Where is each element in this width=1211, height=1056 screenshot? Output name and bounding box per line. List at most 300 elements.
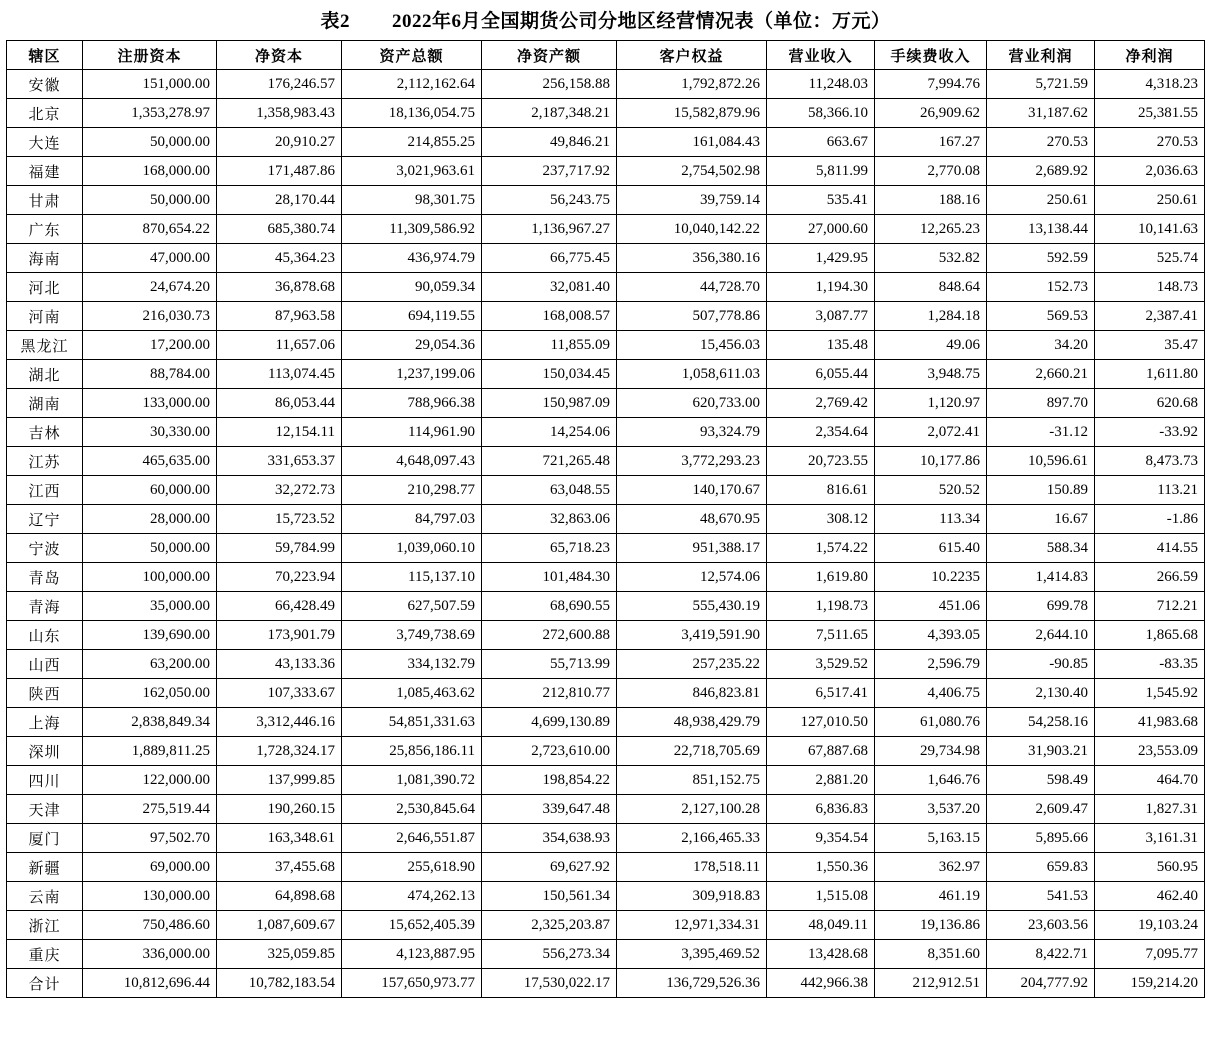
cell-region: 福建 [7, 157, 83, 186]
cell-value: 250.61 [1095, 186, 1205, 215]
table-row [7, 650, 1205, 679]
table-total-row [7, 969, 1205, 998]
cell-value: 897.70 [987, 389, 1095, 418]
cell-value: 58,366.10 [767, 99, 875, 128]
cell-value: -1.86 [1095, 505, 1205, 534]
cell-value: 48,670.95 [617, 505, 767, 534]
cell-value: 97,502.70 [83, 824, 217, 853]
column-header-registered-capital: 注册资本 [83, 41, 217, 70]
cell-value: 168,008.57 [482, 302, 617, 331]
cell-value: 67,887.68 [767, 737, 875, 766]
cell-value: 25,381.55 [1095, 99, 1205, 128]
cell-value: 6,055.44 [767, 360, 875, 389]
cell-value: 15,723.52 [217, 505, 342, 534]
cell-value: 555,430.19 [617, 592, 767, 621]
table-row [7, 679, 1205, 708]
cell-value: 3,395,469.52 [617, 940, 767, 969]
cell-value: 451.06 [875, 592, 987, 621]
cell-value: 15,582,879.96 [617, 99, 767, 128]
cell-value: -90.85 [987, 650, 1095, 679]
cell-value: 64,898.68 [217, 882, 342, 911]
cell-value: 10.2235 [875, 563, 987, 592]
cell-value: 15,456.03 [617, 331, 767, 360]
cell-value: 115,137.10 [342, 563, 482, 592]
cell-value: 8,473.73 [1095, 447, 1205, 476]
cell-value: 266.59 [1095, 563, 1205, 592]
cell-value: 87,963.58 [217, 302, 342, 331]
cell-value: 34.20 [987, 331, 1095, 360]
cell-region: 青海 [7, 592, 83, 621]
cell-value: 70,223.94 [217, 563, 342, 592]
cell-region: 吉林 [7, 418, 83, 447]
cell-region: 浙江 [7, 911, 83, 940]
cell-value: 198,854.22 [482, 766, 617, 795]
cell-value: 2,689.92 [987, 157, 1095, 186]
cell-value: 7,511.65 [767, 621, 875, 650]
table-row [7, 911, 1205, 940]
cell-region: 北京 [7, 99, 83, 128]
cell-value: 851,152.75 [617, 766, 767, 795]
cell-value: 699.78 [987, 592, 1095, 621]
cell-value: 122,000.00 [83, 766, 217, 795]
cell-value: 2,127,100.28 [617, 795, 767, 824]
cell-value: 256,158.88 [482, 70, 617, 99]
cell-value: 788,966.38 [342, 389, 482, 418]
cell-value: 620.68 [1095, 389, 1205, 418]
cell-value: 414.55 [1095, 534, 1205, 563]
table-row [7, 882, 1205, 911]
cell-value: 86,053.44 [217, 389, 342, 418]
cell-value: 615.40 [875, 534, 987, 563]
cell-value: 556,273.34 [482, 940, 617, 969]
cell-value: 12,574.06 [617, 563, 767, 592]
cell-value: 474,262.13 [342, 882, 482, 911]
cell-value: 3,529.52 [767, 650, 875, 679]
cell-value: 98,301.75 [342, 186, 482, 215]
cell-value: 90,059.34 [342, 273, 482, 302]
cell-value: 50,000.00 [83, 534, 217, 563]
cell-value: 162,050.00 [83, 679, 217, 708]
cell-value: 6,836.83 [767, 795, 875, 824]
cell-value: 275,519.44 [83, 795, 217, 824]
cell-region: 湖北 [7, 360, 83, 389]
table-row [7, 157, 1205, 186]
cell-value: 50,000.00 [83, 128, 217, 157]
cell-value: 663.67 [767, 128, 875, 157]
cell-value: 750,486.60 [83, 911, 217, 940]
cell-value: 214,855.25 [342, 128, 482, 157]
cell-value: 27,000.60 [767, 215, 875, 244]
cell-value: 870,654.22 [83, 215, 217, 244]
table-row [7, 476, 1205, 505]
cell-value: 161,084.43 [617, 128, 767, 157]
table-row [7, 708, 1205, 737]
cell-value: 525.74 [1095, 244, 1205, 273]
cell-value: 270.53 [987, 128, 1095, 157]
cell-value: 2,770.08 [875, 157, 987, 186]
cell-value: 37,455.68 [217, 853, 342, 882]
cell-value: 12,971,334.31 [617, 911, 767, 940]
cell-value: 69,627.92 [482, 853, 617, 882]
cell-value: 532.82 [875, 244, 987, 273]
cell-region: 重庆 [7, 940, 83, 969]
cell-value: 13,138.44 [987, 215, 1095, 244]
cell-value: 150,987.09 [482, 389, 617, 418]
cell-value: 28,000.00 [83, 505, 217, 534]
cell-value: 2,130.40 [987, 679, 1095, 708]
cell-region: 四川 [7, 766, 83, 795]
cell-value: 6,517.41 [767, 679, 875, 708]
cell-value: 237,717.92 [482, 157, 617, 186]
cell-value: 24,674.20 [83, 273, 217, 302]
cell-value: 1,058,611.03 [617, 360, 767, 389]
cell-value: 159,214.20 [1095, 969, 1205, 998]
cell-value: 2,723,610.00 [482, 737, 617, 766]
cell-value: 190,260.15 [217, 795, 342, 824]
cell-value: 43,133.36 [217, 650, 342, 679]
cell-value: 101,484.30 [482, 563, 617, 592]
cell-value: 7,095.77 [1095, 940, 1205, 969]
table-row [7, 766, 1205, 795]
cell-value: 31,187.62 [987, 99, 1095, 128]
cell-value: 255,618.90 [342, 853, 482, 882]
cell-value: 25,856,186.11 [342, 737, 482, 766]
column-header-commission-income: 手续费收入 [875, 41, 987, 70]
cell-value: 66,428.49 [217, 592, 342, 621]
cell-value: -33.92 [1095, 418, 1205, 447]
cell-value: 133,000.00 [83, 389, 217, 418]
cell-region: 河北 [7, 273, 83, 302]
cell-value: 157,650,973.77 [342, 969, 482, 998]
cell-value: 11,855.09 [482, 331, 617, 360]
cell-value: 5,895.66 [987, 824, 1095, 853]
cell-value: 152.73 [987, 273, 1095, 302]
cell-region: 山西 [7, 650, 83, 679]
cell-value: 84,797.03 [342, 505, 482, 534]
cell-value: 1,039,060.10 [342, 534, 482, 563]
cell-value: 31,903.21 [987, 737, 1095, 766]
cell-value: 1,120.97 [875, 389, 987, 418]
cell-value: 173,901.79 [217, 621, 342, 650]
cell-value: 163,348.61 [217, 824, 342, 853]
table-row [7, 534, 1205, 563]
cell-value: 49,846.21 [482, 128, 617, 157]
cell-value: 12,265.23 [875, 215, 987, 244]
cell-value: 3,749,738.69 [342, 621, 482, 650]
cell-value: 309,918.83 [617, 882, 767, 911]
cell-value: 8,351.60 [875, 940, 987, 969]
cell-value: 30,330.00 [83, 418, 217, 447]
cell-value: 250.61 [987, 186, 1095, 215]
table-row [7, 99, 1205, 128]
cell-value: 462.40 [1095, 882, 1205, 911]
cell-value: 113.34 [875, 505, 987, 534]
cell-value: 11,309,586.92 [342, 215, 482, 244]
cell-value: 1,284.18 [875, 302, 987, 331]
column-header-client-equity: 客户权益 [617, 41, 767, 70]
table-row [7, 940, 1205, 969]
cell-value: 712.21 [1095, 592, 1205, 621]
cell-value: 65,718.23 [482, 534, 617, 563]
cell-value: 14,254.06 [482, 418, 617, 447]
cell-value: 50,000.00 [83, 186, 217, 215]
cell-value: 2,387.41 [1095, 302, 1205, 331]
cell-value: 12,154.11 [217, 418, 342, 447]
cell-value: 15,652,405.39 [342, 911, 482, 940]
cell-value: 151,000.00 [83, 70, 217, 99]
cell-value: 325,059.85 [217, 940, 342, 969]
cell-value: 541.53 [987, 882, 1095, 911]
cell-value: 139,690.00 [83, 621, 217, 650]
cell-value: 140,170.67 [617, 476, 767, 505]
cell-value: 49.06 [875, 331, 987, 360]
cell-value: 2,609.47 [987, 795, 1095, 824]
cell-region: 广东 [7, 215, 83, 244]
cell-value: 10,812,696.44 [83, 969, 217, 998]
cell-value: 569.53 [987, 302, 1095, 331]
table-row [7, 128, 1205, 157]
cell-value: 464.70 [1095, 766, 1205, 795]
cell-region: 山东 [7, 621, 83, 650]
cell-region: 合计 [7, 969, 83, 998]
cell-region: 甘肃 [7, 186, 83, 215]
cell-value: 32,081.40 [482, 273, 617, 302]
table-row [7, 302, 1205, 331]
cell-value: 4,393.05 [875, 621, 987, 650]
cell-value: 137,999.85 [217, 766, 342, 795]
column-header-region: 辖区 [7, 41, 83, 70]
cell-value: 3,948.75 [875, 360, 987, 389]
cell-value: 127,010.50 [767, 708, 875, 737]
cell-region: 深圳 [7, 737, 83, 766]
cell-value: 336,000.00 [83, 940, 217, 969]
cell-value: 4,318.23 [1095, 70, 1205, 99]
cell-value: 56,243.75 [482, 186, 617, 215]
cell-value: 3,772,293.23 [617, 447, 767, 476]
cell-value: 36,878.68 [217, 273, 342, 302]
cell-value: 846,823.81 [617, 679, 767, 708]
cell-value: 848.64 [875, 273, 987, 302]
column-header-operating-revenue: 营业收入 [767, 41, 875, 70]
cell-value: 3,537.20 [875, 795, 987, 824]
cell-value: 13,428.68 [767, 940, 875, 969]
cell-value: 1,237,199.06 [342, 360, 482, 389]
cell-value: 107,333.67 [217, 679, 342, 708]
cell-region: 厦门 [7, 824, 83, 853]
cell-region: 江苏 [7, 447, 83, 476]
cell-value: 88,784.00 [83, 360, 217, 389]
cell-value: 5,163.15 [875, 824, 987, 853]
cell-value: 308.12 [767, 505, 875, 534]
cell-value: 951,388.17 [617, 534, 767, 563]
cell-region: 陕西 [7, 679, 83, 708]
table-row [7, 273, 1205, 302]
column-header-total-assets: 资产总额 [342, 41, 482, 70]
table-row [7, 331, 1205, 360]
cell-value: 20,723.55 [767, 447, 875, 476]
cell-value: 20,910.27 [217, 128, 342, 157]
cell-value: 620,733.00 [617, 389, 767, 418]
cell-value: 659.83 [987, 853, 1095, 882]
cell-value: 442,966.38 [767, 969, 875, 998]
cell-value: 48,049.11 [767, 911, 875, 940]
cell-value: -83.35 [1095, 650, 1205, 679]
cell-value: 520.52 [875, 476, 987, 505]
cell-value: 721,265.48 [482, 447, 617, 476]
cell-value: 136,729,526.36 [617, 969, 767, 998]
cell-value: 598.49 [987, 766, 1095, 795]
cell-value: 210,298.77 [342, 476, 482, 505]
cell-value: 23,603.56 [987, 911, 1095, 940]
cell-value: 28,170.44 [217, 186, 342, 215]
futures-company-regional-table [6, 40, 1205, 998]
cell-value: 1,574.22 [767, 534, 875, 563]
cell-value: 1,081,390.72 [342, 766, 482, 795]
table-body [7, 70, 1205, 998]
cell-value: 59,784.99 [217, 534, 342, 563]
column-header-operating-profit: 营业利润 [987, 41, 1095, 70]
cell-value: 2,596.79 [875, 650, 987, 679]
cell-value: 69,000.00 [83, 853, 217, 882]
cell-value: 2,881.20 [767, 766, 875, 795]
cell-value: 113,074.45 [217, 360, 342, 389]
table-header [7, 41, 1205, 70]
column-header-net-profit: 净利润 [1095, 41, 1205, 70]
cell-value: 188.16 [875, 186, 987, 215]
cell-value: 1,085,463.62 [342, 679, 482, 708]
cell-value: 68,690.55 [482, 592, 617, 621]
cell-value: 10,596.61 [987, 447, 1095, 476]
cell-region: 新疆 [7, 853, 83, 882]
table-row [7, 389, 1205, 418]
table-row [7, 360, 1205, 389]
cell-value: 339,647.48 [482, 795, 617, 824]
cell-value: 2,769.42 [767, 389, 875, 418]
cell-value: 35,000.00 [83, 592, 217, 621]
cell-value: 354,638.93 [482, 824, 617, 853]
cell-value: 176,246.57 [217, 70, 342, 99]
cell-value: 3,419,591.90 [617, 621, 767, 650]
cell-value: 66,775.45 [482, 244, 617, 273]
cell-value: 1,827.31 [1095, 795, 1205, 824]
cell-value: 5,721.59 [987, 70, 1095, 99]
cell-value: 41,983.68 [1095, 708, 1205, 737]
cell-value: 362.97 [875, 853, 987, 882]
cell-value: 11,248.03 [767, 70, 875, 99]
cell-value: 48,938,429.79 [617, 708, 767, 737]
cell-value: 627,507.59 [342, 592, 482, 621]
column-header-net-capital: 净资本 [217, 41, 342, 70]
cell-value: 3,161.31 [1095, 824, 1205, 853]
cell-region: 湖南 [7, 389, 83, 418]
cell-value: 100,000.00 [83, 563, 217, 592]
cell-value: 216,030.73 [83, 302, 217, 331]
cell-value: 2,325,203.87 [482, 911, 617, 940]
table-row [7, 447, 1205, 476]
cell-value: 1,087,609.67 [217, 911, 342, 940]
cell-value: 54,258.16 [987, 708, 1095, 737]
cell-value: 212,810.77 [482, 679, 617, 708]
cell-value: 4,123,887.95 [342, 940, 482, 969]
cell-value: 436,974.79 [342, 244, 482, 273]
cell-value: 171,487.86 [217, 157, 342, 186]
cell-value: 44,728.70 [617, 273, 767, 302]
cell-value: 1,646.76 [875, 766, 987, 795]
cell-value: 35.47 [1095, 331, 1205, 360]
cell-value: 8,422.71 [987, 940, 1095, 969]
cell-value: 2,354.64 [767, 418, 875, 447]
cell-value: 2,754,502.98 [617, 157, 767, 186]
cell-value: 16.67 [987, 505, 1095, 534]
cell-value: 10,177.86 [875, 447, 987, 476]
cell-region: 青岛 [7, 563, 83, 592]
cell-value: 535.41 [767, 186, 875, 215]
cell-value: 93,324.79 [617, 418, 767, 447]
cell-value: 11,657.06 [217, 331, 342, 360]
cell-value: 1,865.68 [1095, 621, 1205, 650]
cell-value: 32,863.06 [482, 505, 617, 534]
cell-value: 22,718,705.69 [617, 737, 767, 766]
cell-value: 1,429.95 [767, 244, 875, 273]
cell-value: 113.21 [1095, 476, 1205, 505]
cell-value: 2,166,465.33 [617, 824, 767, 853]
table-row [7, 621, 1205, 650]
cell-value: 150,561.34 [482, 882, 617, 911]
cell-value: 2,838,849.34 [83, 708, 217, 737]
cell-region: 安徽 [7, 70, 83, 99]
cell-value: 2,644.10 [987, 621, 1095, 650]
cell-value: 61,080.76 [875, 708, 987, 737]
cell-region: 天津 [7, 795, 83, 824]
cell-value: 135.48 [767, 331, 875, 360]
cell-value: 10,782,183.54 [217, 969, 342, 998]
cell-value: 212,912.51 [875, 969, 987, 998]
cell-value: 5,811.99 [767, 157, 875, 186]
cell-value: 168,000.00 [83, 157, 217, 186]
cell-value: 1,619.80 [767, 563, 875, 592]
cell-value: 29,054.36 [342, 331, 482, 360]
cell-value: 1,545.92 [1095, 679, 1205, 708]
cell-value: 4,648,097.43 [342, 447, 482, 476]
cell-value: 4,406.75 [875, 679, 987, 708]
cell-value: 1,353,278.97 [83, 99, 217, 128]
cell-value: 2,530,845.64 [342, 795, 482, 824]
cell-value: 10,141.63 [1095, 215, 1205, 244]
cell-value: 39,759.14 [617, 186, 767, 215]
cell-region: 宁波 [7, 534, 83, 563]
table-row [7, 418, 1205, 447]
cell-value: 9,354.54 [767, 824, 875, 853]
table-row [7, 563, 1205, 592]
cell-value: 1,550.36 [767, 853, 875, 882]
table-row [7, 505, 1205, 534]
cell-value: 1,728,324.17 [217, 737, 342, 766]
cell-value: 47,000.00 [83, 244, 217, 273]
table-row [7, 795, 1205, 824]
cell-value: 26,909.62 [875, 99, 987, 128]
cell-value: 178,518.11 [617, 853, 767, 882]
cell-value: 4,699,130.89 [482, 708, 617, 737]
cell-region: 上海 [7, 708, 83, 737]
column-header-net-assets: 净资产额 [482, 41, 617, 70]
cell-value: 63,200.00 [83, 650, 217, 679]
cell-value: 148.73 [1095, 273, 1205, 302]
table-row [7, 244, 1205, 273]
cell-value: 507,778.86 [617, 302, 767, 331]
cell-value: 7,994.76 [875, 70, 987, 99]
cell-value: 19,103.24 [1095, 911, 1205, 940]
cell-value: 331,653.37 [217, 447, 342, 476]
